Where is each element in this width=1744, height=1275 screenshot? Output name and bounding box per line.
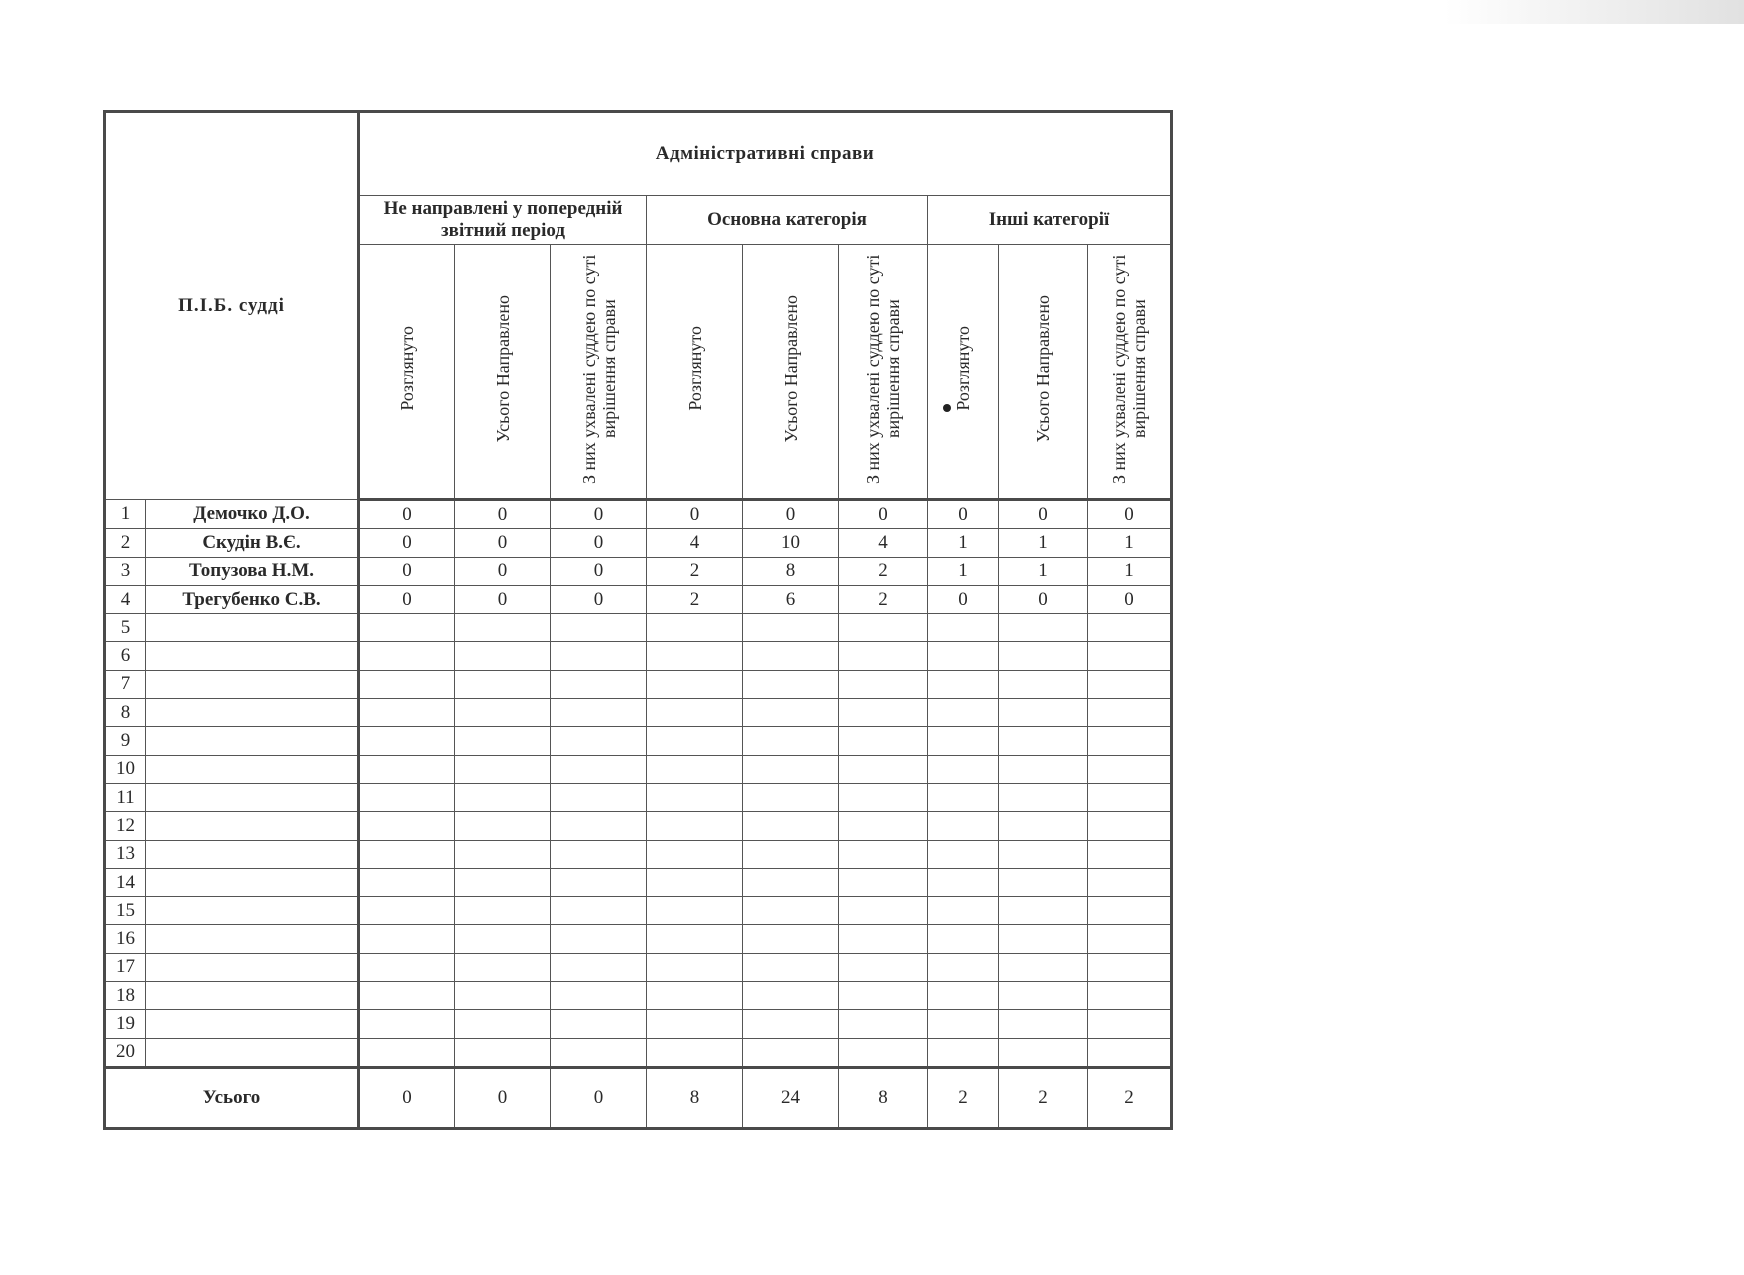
value-cell: 0 bbox=[928, 500, 999, 529]
value-cell bbox=[455, 727, 551, 755]
value-cell: 0 bbox=[1088, 585, 1172, 613]
value-cell: 1 bbox=[1088, 557, 1172, 585]
value-cell: 0 bbox=[839, 500, 928, 529]
value-cell bbox=[1088, 670, 1172, 698]
judge-name bbox=[146, 642, 359, 670]
value-cell bbox=[999, 897, 1088, 925]
value-cell bbox=[647, 783, 743, 811]
value-cell bbox=[999, 840, 1088, 868]
judge-name bbox=[146, 868, 359, 896]
table-row bbox=[105, 812, 1172, 840]
row-number: 2 bbox=[105, 529, 146, 557]
value-cell bbox=[647, 982, 743, 1010]
total-value: 0 bbox=[551, 1067, 647, 1128]
value-cell: 0 bbox=[1088, 500, 1172, 529]
value-cell bbox=[455, 1010, 551, 1038]
table-row bbox=[105, 783, 1172, 811]
value-cell bbox=[928, 897, 999, 925]
value-cell bbox=[928, 783, 999, 811]
value-cell bbox=[551, 840, 647, 868]
judge-name bbox=[146, 840, 359, 868]
value-cell bbox=[743, 812, 839, 840]
value-cell bbox=[999, 1038, 1088, 1067]
judge-name bbox=[146, 783, 359, 811]
value-cell bbox=[999, 642, 1088, 670]
judge-name bbox=[146, 953, 359, 981]
row-number: 20 bbox=[105, 1038, 146, 1067]
table-row bbox=[105, 727, 1172, 755]
value-cell: 0 bbox=[359, 529, 455, 557]
subheader-cell: З них ухвалені суддею по суті вирішення справи bbox=[551, 245, 647, 500]
table-row bbox=[105, 557, 1172, 585]
judge-name-header: П.І.Б. судді bbox=[105, 112, 359, 500]
value-cell bbox=[928, 727, 999, 755]
value-cell bbox=[839, 925, 928, 953]
value-cell bbox=[1088, 840, 1172, 868]
value-cell bbox=[647, 953, 743, 981]
value-cell bbox=[359, 840, 455, 868]
value-cell bbox=[455, 925, 551, 953]
value-cell: 2 bbox=[647, 585, 743, 613]
total-value: 0 bbox=[359, 1067, 455, 1128]
value-cell bbox=[647, 925, 743, 953]
value-cell bbox=[743, 982, 839, 1010]
value-cell bbox=[743, 868, 839, 896]
value-cell bbox=[839, 699, 928, 727]
value-cell bbox=[1088, 1010, 1172, 1038]
value-cell: 0 bbox=[743, 500, 839, 529]
value-cell bbox=[743, 1010, 839, 1038]
value-cell bbox=[743, 670, 839, 698]
value-cell: 0 bbox=[455, 557, 551, 585]
table-row bbox=[105, 585, 1172, 613]
value-cell: 0 bbox=[928, 585, 999, 613]
value-cell bbox=[359, 1010, 455, 1038]
table-row bbox=[105, 953, 1172, 981]
table-row bbox=[105, 755, 1172, 783]
value-cell bbox=[743, 642, 839, 670]
value-cell bbox=[999, 812, 1088, 840]
value-cell: 8 bbox=[743, 557, 839, 585]
value-cell bbox=[359, 783, 455, 811]
row-number: 15 bbox=[105, 897, 146, 925]
value-cell: 0 bbox=[455, 585, 551, 613]
value-cell: 4 bbox=[647, 529, 743, 557]
row-number: 10 bbox=[105, 755, 146, 783]
value-cell bbox=[455, 670, 551, 698]
table-row bbox=[105, 699, 1172, 727]
table-row bbox=[105, 868, 1172, 896]
group-header-main-category: Основна категорія bbox=[647, 196, 928, 245]
value-cell bbox=[647, 642, 743, 670]
value-cell bbox=[1088, 614, 1172, 642]
value-cell bbox=[1088, 1038, 1172, 1067]
total-value: 24 bbox=[743, 1067, 839, 1128]
value-cell: 4 bbox=[839, 529, 928, 557]
judge-name bbox=[146, 614, 359, 642]
value-cell: 0 bbox=[999, 585, 1088, 613]
value-cell bbox=[928, 1038, 999, 1067]
value-cell bbox=[647, 670, 743, 698]
value-cell bbox=[839, 1010, 928, 1038]
judge-name: Демочко Д.О. bbox=[146, 500, 359, 529]
value-cell: 2 bbox=[839, 557, 928, 585]
value-cell bbox=[839, 783, 928, 811]
value-cell bbox=[455, 783, 551, 811]
value-cell: 0 bbox=[455, 529, 551, 557]
admin-cases-report-table bbox=[103, 110, 1173, 1130]
judge-name: Трегубенко С.В. bbox=[146, 585, 359, 613]
table-row bbox=[105, 500, 1172, 529]
value-cell bbox=[455, 840, 551, 868]
judge-name bbox=[146, 727, 359, 755]
subheader-cell: Розглянуто bbox=[359, 245, 455, 500]
value-cell bbox=[999, 755, 1088, 783]
value-cell bbox=[1088, 699, 1172, 727]
subheader-cell: З них ухвалені суддею по суті вирішення справи bbox=[839, 245, 928, 500]
value-cell: 2 bbox=[647, 557, 743, 585]
value-cell bbox=[1088, 982, 1172, 1010]
value-cell bbox=[551, 925, 647, 953]
value-cell bbox=[928, 840, 999, 868]
title-row bbox=[105, 112, 1172, 196]
value-cell bbox=[1088, 755, 1172, 783]
value-cell: 0 bbox=[359, 585, 455, 613]
value-cell bbox=[928, 868, 999, 896]
value-cell bbox=[743, 925, 839, 953]
value-cell bbox=[551, 1010, 647, 1038]
row-number: 13 bbox=[105, 840, 146, 868]
row-number: 19 bbox=[105, 1010, 146, 1038]
value-cell: 0 bbox=[999, 500, 1088, 529]
value-cell bbox=[743, 1038, 839, 1067]
value-cell bbox=[551, 727, 647, 755]
judge-name bbox=[146, 699, 359, 727]
value-cell bbox=[743, 953, 839, 981]
value-cell bbox=[551, 953, 647, 981]
value-cell bbox=[359, 670, 455, 698]
row-number: 3 bbox=[105, 557, 146, 585]
value-cell: 6 bbox=[743, 585, 839, 613]
value-cell bbox=[839, 953, 928, 981]
value-cell bbox=[359, 982, 455, 1010]
value-cell bbox=[839, 840, 928, 868]
value-cell bbox=[455, 755, 551, 783]
value-cell: 0 bbox=[551, 500, 647, 529]
value-cell: 0 bbox=[551, 585, 647, 613]
value-cell: 10 bbox=[743, 529, 839, 557]
value-cell bbox=[999, 614, 1088, 642]
subheader-cell: З них ухвалені суддею по суті вирішення справи bbox=[1088, 245, 1172, 500]
value-cell bbox=[839, 897, 928, 925]
value-cell bbox=[647, 1038, 743, 1067]
value-cell bbox=[647, 727, 743, 755]
value-cell bbox=[551, 783, 647, 811]
value-cell bbox=[455, 699, 551, 727]
total-value: 2 bbox=[999, 1067, 1088, 1128]
value-cell bbox=[647, 614, 743, 642]
row-number: 6 bbox=[105, 642, 146, 670]
value-cell bbox=[1088, 783, 1172, 811]
row-number: 18 bbox=[105, 982, 146, 1010]
value-cell bbox=[743, 614, 839, 642]
group-header-other-categories: Інші категорії bbox=[928, 196, 1172, 245]
row-number: 11 bbox=[105, 783, 146, 811]
value-cell bbox=[359, 642, 455, 670]
value-cell: 0 bbox=[359, 557, 455, 585]
total-value: 0 bbox=[455, 1067, 551, 1128]
judge-name: Топузова Н.М. bbox=[146, 557, 359, 585]
value-cell bbox=[928, 614, 999, 642]
value-cell bbox=[551, 982, 647, 1010]
value-cell bbox=[1088, 868, 1172, 896]
value-cell bbox=[928, 642, 999, 670]
table-row bbox=[105, 614, 1172, 642]
row-number: 16 bbox=[105, 925, 146, 953]
value-cell bbox=[359, 699, 455, 727]
table-row bbox=[105, 897, 1172, 925]
value-cell bbox=[839, 982, 928, 1010]
value-cell bbox=[1088, 727, 1172, 755]
row-number: 1 bbox=[105, 500, 146, 529]
value-cell bbox=[455, 868, 551, 896]
value-cell bbox=[359, 925, 455, 953]
value-cell bbox=[928, 699, 999, 727]
value-cell bbox=[928, 925, 999, 953]
value-cell bbox=[928, 670, 999, 698]
total-value: 8 bbox=[647, 1067, 743, 1128]
value-cell: 0 bbox=[551, 557, 647, 585]
judge-name bbox=[146, 982, 359, 1010]
value-cell bbox=[999, 670, 1088, 698]
value-cell: 2 bbox=[839, 585, 928, 613]
value-cell bbox=[999, 1010, 1088, 1038]
value-cell bbox=[647, 897, 743, 925]
value-cell: 0 bbox=[647, 500, 743, 529]
value-cell bbox=[647, 699, 743, 727]
table-row bbox=[105, 529, 1172, 557]
table-title: Адміністративні справи bbox=[359, 112, 1172, 196]
judge-name bbox=[146, 670, 359, 698]
value-cell bbox=[647, 1010, 743, 1038]
value-cell bbox=[839, 755, 928, 783]
value-cell bbox=[1088, 953, 1172, 981]
total-value: 2 bbox=[1088, 1067, 1172, 1128]
value-cell bbox=[359, 897, 455, 925]
table-row bbox=[105, 925, 1172, 953]
value-cell bbox=[359, 614, 455, 642]
table-row bbox=[105, 840, 1172, 868]
row-number: 14 bbox=[105, 868, 146, 896]
judge-name bbox=[146, 755, 359, 783]
value-cell bbox=[1088, 925, 1172, 953]
value-cell bbox=[455, 614, 551, 642]
value-cell bbox=[551, 1038, 647, 1067]
value-cell bbox=[647, 868, 743, 896]
value-cell: 1 bbox=[928, 529, 999, 557]
judge-name bbox=[146, 1010, 359, 1038]
value-cell bbox=[1088, 897, 1172, 925]
value-cell bbox=[455, 1038, 551, 1067]
value-cell bbox=[1088, 812, 1172, 840]
table-row bbox=[105, 982, 1172, 1010]
value-cell bbox=[647, 755, 743, 783]
row-number: 5 bbox=[105, 614, 146, 642]
row-number: 8 bbox=[105, 699, 146, 727]
value-cell bbox=[551, 670, 647, 698]
value-cell bbox=[928, 953, 999, 981]
row-number: 4 bbox=[105, 585, 146, 613]
row-number: 17 bbox=[105, 953, 146, 981]
value-cell bbox=[999, 953, 1088, 981]
row-number: 9 bbox=[105, 727, 146, 755]
group-header-not-sent: Не направлені у попередній звітний період bbox=[359, 196, 647, 245]
value-cell bbox=[839, 614, 928, 642]
value-cell bbox=[551, 897, 647, 925]
value-cell bbox=[839, 868, 928, 896]
table-row bbox=[105, 642, 1172, 670]
subheader-cell: Розглянуто bbox=[647, 245, 743, 500]
judge-name bbox=[146, 812, 359, 840]
value-cell bbox=[455, 982, 551, 1010]
value-cell bbox=[999, 925, 1088, 953]
subheader-cell: Розглянуто bbox=[928, 245, 999, 500]
value-cell bbox=[551, 614, 647, 642]
value-cell: 1 bbox=[999, 557, 1088, 585]
value-cell bbox=[928, 1010, 999, 1038]
subheader-cell: Усього Направлено bbox=[999, 245, 1088, 500]
ink-mark bbox=[943, 404, 951, 412]
row-number: 7 bbox=[105, 670, 146, 698]
value-cell: 0 bbox=[455, 500, 551, 529]
row-number: 12 bbox=[105, 812, 146, 840]
scan-edge-shading bbox=[1444, 0, 1744, 24]
value-cell bbox=[455, 642, 551, 670]
value-cell bbox=[743, 755, 839, 783]
total-value: 8 bbox=[839, 1067, 928, 1128]
value-cell bbox=[359, 1038, 455, 1067]
total-row bbox=[105, 1067, 1172, 1128]
value-cell bbox=[999, 727, 1088, 755]
value-cell bbox=[999, 699, 1088, 727]
value-cell bbox=[743, 699, 839, 727]
value-cell bbox=[455, 897, 551, 925]
value-cell: 1 bbox=[1088, 529, 1172, 557]
table-row bbox=[105, 1010, 1172, 1038]
value-cell bbox=[359, 953, 455, 981]
judge-name bbox=[146, 1038, 359, 1067]
value-cell bbox=[359, 812, 455, 840]
value-cell bbox=[359, 755, 455, 783]
value-cell bbox=[1088, 642, 1172, 670]
value-cell bbox=[839, 812, 928, 840]
table-row bbox=[105, 670, 1172, 698]
value-cell bbox=[359, 727, 455, 755]
value-cell bbox=[551, 755, 647, 783]
value-cell bbox=[928, 755, 999, 783]
value-cell bbox=[551, 642, 647, 670]
value-cell bbox=[647, 812, 743, 840]
value-cell bbox=[999, 783, 1088, 811]
value-cell bbox=[743, 783, 839, 811]
judge-name: Скудін В.Є. bbox=[146, 529, 359, 557]
value-cell bbox=[743, 840, 839, 868]
value-cell bbox=[839, 1038, 928, 1067]
value-cell: 1 bbox=[999, 529, 1088, 557]
value-cell bbox=[928, 812, 999, 840]
value-cell bbox=[551, 868, 647, 896]
value-cell bbox=[743, 897, 839, 925]
value-cell: 0 bbox=[359, 500, 455, 529]
value-cell bbox=[647, 840, 743, 868]
value-cell bbox=[455, 812, 551, 840]
subheader-cell: Усього Направлено bbox=[455, 245, 551, 500]
table-row bbox=[105, 1038, 1172, 1067]
value-cell bbox=[743, 727, 839, 755]
value-cell bbox=[551, 812, 647, 840]
value-cell bbox=[359, 868, 455, 896]
table-body bbox=[105, 500, 1172, 1129]
value-cell bbox=[928, 982, 999, 1010]
total-label: Усього bbox=[105, 1067, 359, 1128]
value-cell bbox=[839, 642, 928, 670]
value-cell bbox=[839, 670, 928, 698]
judge-name bbox=[146, 897, 359, 925]
judge-name bbox=[146, 925, 359, 953]
value-cell bbox=[551, 699, 647, 727]
value-cell bbox=[839, 727, 928, 755]
value-cell bbox=[999, 868, 1088, 896]
value-cell: 0 bbox=[551, 529, 647, 557]
value-cell bbox=[455, 953, 551, 981]
subheader-cell: Усього Направлено bbox=[743, 245, 839, 500]
value-cell bbox=[999, 982, 1088, 1010]
total-value: 2 bbox=[928, 1067, 999, 1128]
value-cell: 1 bbox=[928, 557, 999, 585]
